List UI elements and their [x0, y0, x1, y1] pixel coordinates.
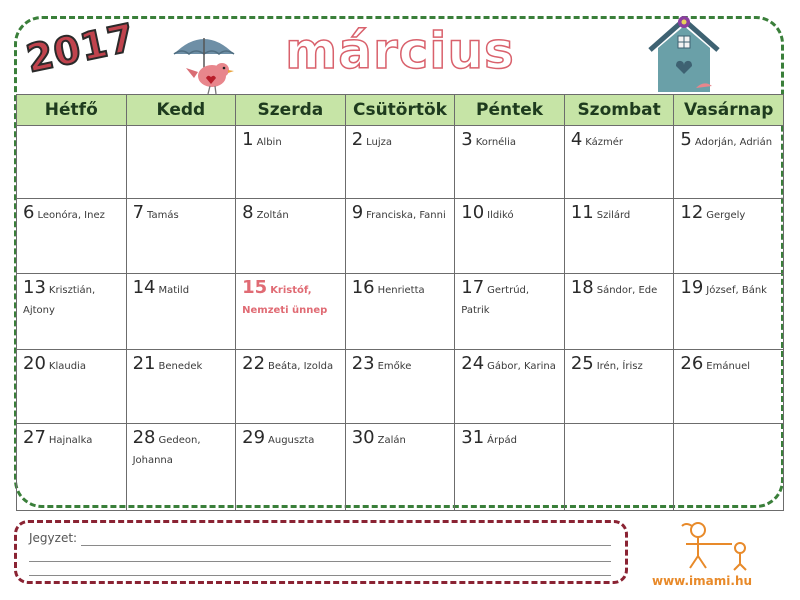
day-number: 14: [132, 277, 156, 298]
day-cell[interactable]: [455, 424, 565, 511]
name-day: Kázmér: [585, 137, 624, 148]
empty-day-cell: [126, 126, 236, 199]
day-number: 16: [351, 277, 375, 298]
day-cell[interactable]: [674, 274, 784, 350]
name-day: Sándor, Ede: [596, 285, 658, 296]
day-number: 21: [132, 353, 156, 374]
day-cell[interactable]: [564, 274, 674, 350]
name-day: Albin: [256, 137, 282, 148]
name-day: Henrietta: [377, 285, 425, 296]
day-cell[interactable]: [126, 199, 236, 274]
name-day: Leonóra, Inez: [37, 210, 105, 221]
day-cell[interactable]: [455, 274, 565, 350]
month-title: március: [285, 22, 515, 80]
day-number: 23: [351, 353, 375, 374]
empty-day-cell: [17, 126, 127, 199]
day-cell[interactable]: [345, 199, 455, 274]
name-day: Krisztián, Ajtony: [23, 285, 96, 316]
name-day: Gábor, Karina: [487, 361, 556, 372]
calendar-grid: [16, 94, 784, 511]
notes-box[interactable]: [14, 520, 628, 584]
day-number: 26: [680, 353, 704, 374]
notes-label: Jegyzet:: [29, 531, 78, 545]
holiday-day-cell[interactable]: [236, 274, 346, 350]
site-logo-text[interactable]: www.imami.hu: [652, 574, 753, 588]
name-day: Hajnalka: [48, 435, 93, 446]
day-cell[interactable]: [345, 350, 455, 424]
name-day: Emánuel: [706, 361, 751, 372]
name-day: József, Bánk: [706, 285, 767, 296]
day-number: 9: [351, 202, 364, 223]
name-day: Zalán: [377, 435, 406, 446]
name-day: Tamás: [147, 210, 179, 221]
day-number: 24: [461, 353, 485, 374]
name-day: Szilárd: [596, 210, 631, 221]
day-cell[interactable]: [345, 126, 455, 199]
day-cell[interactable]: [345, 274, 455, 350]
day-number: 27: [23, 427, 46, 448]
weekday-header-thursday: Csütörtök: [345, 95, 455, 126]
day-number: 7: [132, 202, 145, 223]
day-number: 29: [242, 427, 266, 448]
day-number: 11: [570, 202, 594, 223]
name-day: Kornélia: [475, 137, 516, 148]
weekday-header-monday: Hétfő: [17, 95, 127, 126]
name-day: Adorján, Adrián: [694, 137, 773, 148]
day-cell[interactable]: [564, 350, 674, 424]
name-day: Emőke: [377, 361, 412, 372]
day-cell[interactable]: [17, 274, 127, 350]
day-cell[interactable]: [126, 350, 236, 424]
notes-line: [29, 561, 611, 562]
day-number: 3: [461, 129, 473, 150]
day-number: 5: [680, 129, 692, 150]
day-number: 17: [461, 277, 485, 298]
day-number: 30: [351, 427, 375, 448]
day-cell[interactable]: [236, 350, 346, 424]
day-cell[interactable]: [126, 274, 236, 350]
day-cell[interactable]: [345, 424, 455, 511]
name-day: Matild: [158, 285, 190, 296]
name-day: Auguszta: [268, 435, 315, 446]
name-day: Beáta, Izolda: [268, 361, 334, 372]
name-day: Irén, Írisz: [596, 361, 643, 372]
day-number: 1: [242, 129, 254, 150]
day-number: 4: [570, 129, 583, 150]
day-number: 22: [242, 353, 266, 374]
day-cell[interactable]: [236, 126, 346, 199]
year-title: 2017: [22, 15, 140, 81]
imami-logo-icon: [676, 520, 760, 576]
weekday-header-tuesday: Kedd: [126, 95, 236, 126]
weekday-header-friday: Péntek: [455, 95, 565, 126]
day-number: 31: [461, 427, 485, 448]
day-cell[interactable]: [17, 424, 127, 511]
name-day: Gergely: [706, 210, 746, 221]
day-number: 15: [242, 277, 268, 298]
name-day: Ildikó: [487, 210, 514, 221]
day-number: 13: [23, 277, 46, 298]
day-cell[interactable]: [236, 424, 346, 511]
weekday-header-sunday: Vasárnap: [674, 95, 784, 126]
name-day: Benedek: [158, 361, 203, 372]
day-cell[interactable]: [455, 199, 565, 274]
day-cell[interactable]: [236, 199, 346, 274]
empty-day-cell: [564, 424, 674, 511]
day-number: 28: [132, 427, 156, 448]
day-number: 2: [351, 129, 364, 150]
day-number: 6: [23, 202, 35, 223]
day-number: 25: [570, 353, 594, 374]
bird-with-umbrella-icon: [168, 28, 240, 102]
notes-line: [81, 545, 611, 546]
notes-line: [29, 575, 611, 576]
day-cell[interactable]: [455, 126, 565, 199]
day-cell[interactable]: [564, 199, 674, 274]
day-cell[interactable]: [674, 199, 784, 274]
empty-day-cell: [674, 424, 784, 511]
day-number: 18: [570, 277, 594, 298]
day-cell[interactable]: [564, 126, 674, 199]
day-number: 10: [461, 202, 485, 223]
name-day: Franciska, Fanni: [366, 210, 446, 221]
day-cell[interactable]: [126, 424, 236, 511]
name-day: Gertrúd, Patrik: [461, 285, 530, 316]
name-day: Árpád: [487, 435, 517, 446]
day-cell[interactable]: [674, 350, 784, 424]
day-number: 8: [242, 202, 254, 223]
birdhouse-icon: [644, 14, 724, 100]
name-day: Klaudia: [48, 361, 86, 372]
name-day: Zoltán: [256, 210, 289, 221]
day-cell[interactable]: [17, 350, 127, 424]
name-day: Lujza: [366, 137, 393, 148]
day-cell[interactable]: [674, 126, 784, 199]
name-day: Gedeon, Johanna: [132, 435, 201, 466]
day-cell[interactable]: [455, 350, 565, 424]
day-cell[interactable]: [17, 199, 127, 274]
weekday-header-saturday: Szombat: [564, 95, 674, 126]
weekday-header-wednesday: Szerda: [236, 95, 346, 126]
day-number: 19: [680, 277, 704, 298]
day-number: 12: [680, 202, 704, 223]
name-day: Kristóf, Nemzeti ünnep: [242, 285, 328, 316]
day-number: 20: [23, 353, 46, 374]
